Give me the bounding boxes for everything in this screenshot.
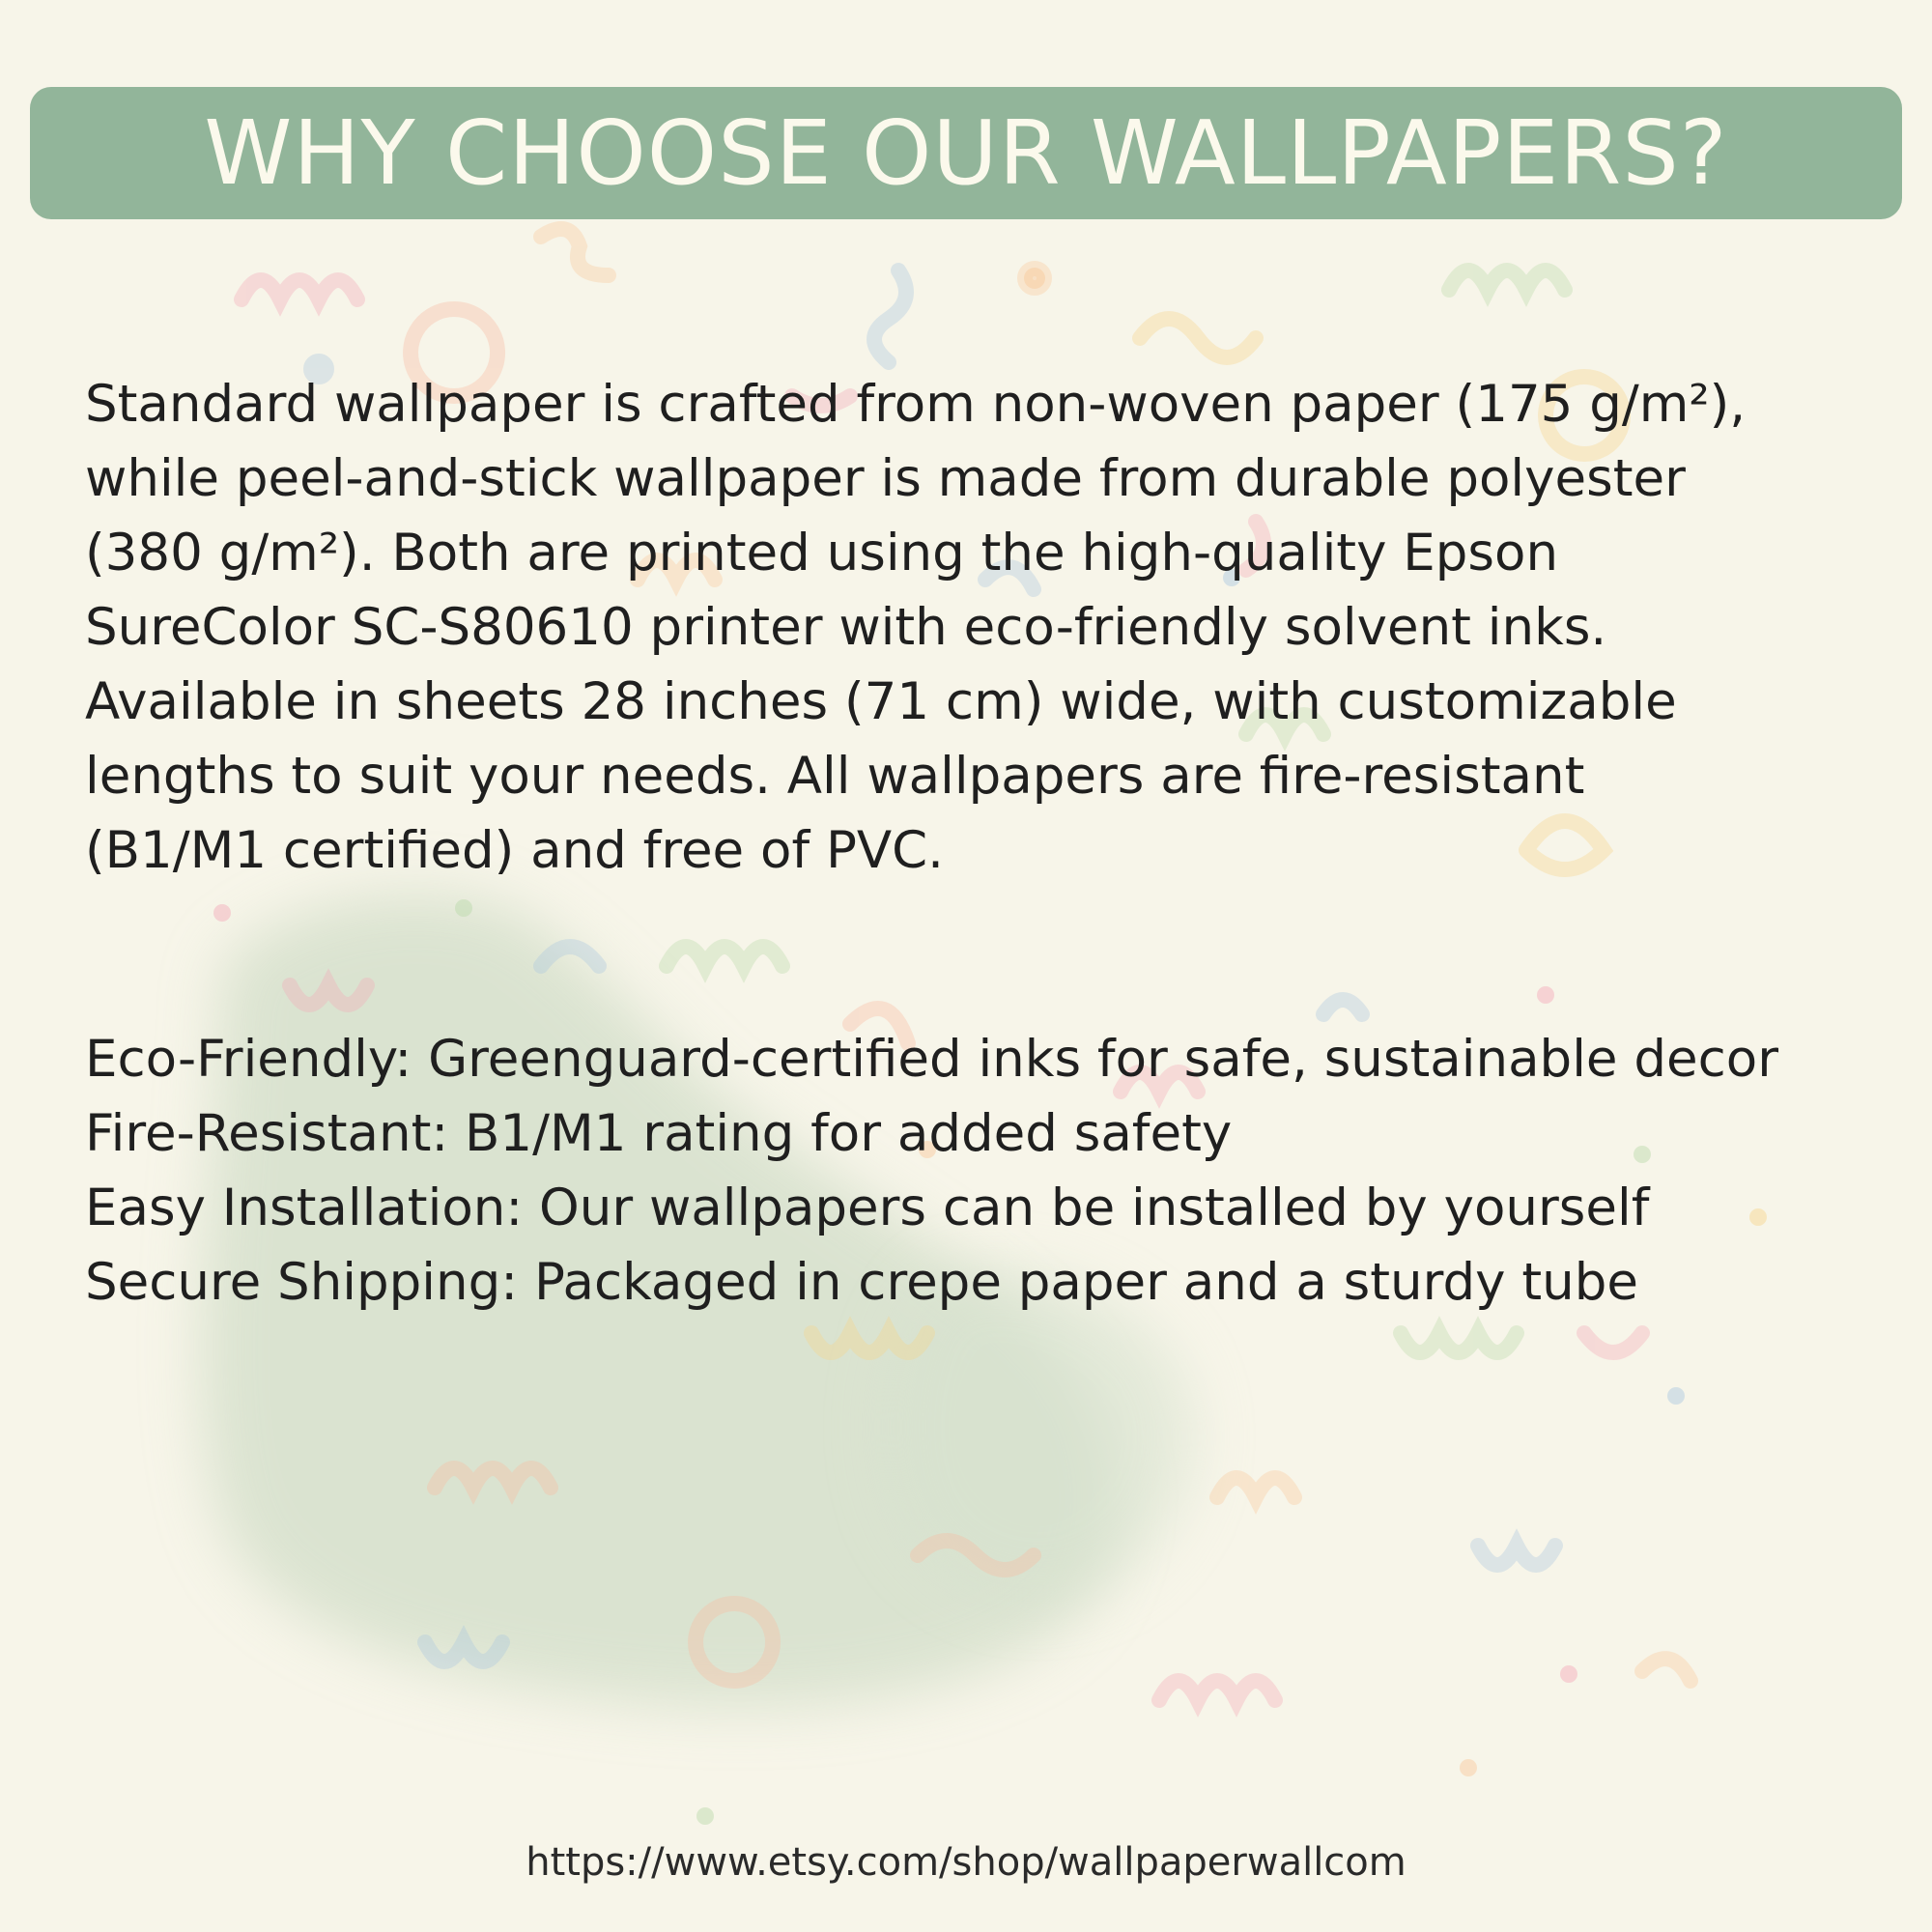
- feature-item-secure-shipping: Secure Shipping: Packaged in crepe paper and a sturdy tube: [85, 1253, 1638, 1312]
- header-banner: [30, 87, 1902, 219]
- feature-list: [85, 1022, 1911, 1320]
- description-line: Standard wallpaper is crafted from non-woven paper (175 g/m²),: [85, 375, 1747, 434]
- description-line: SureColor SC-S80610 printer with eco-friendly solvent inks.: [85, 598, 1607, 657]
- description-line: lengths to suit your needs. All wallpapers are fire-resistant: [85, 747, 1585, 806]
- page-title: WHY CHOOSE OUR WALLPAPERS?: [204, 100, 1728, 205]
- feature-item-fire-resistant: Fire-Resistant: B1/M1 rating for added safety: [85, 1104, 1233, 1163]
- shop-url: https://www.etsy.com/shop/wallpaperwallcom: [526, 1840, 1406, 1885]
- description-line: (380 g/m²). Both are printed using the high-quality Epson: [85, 524, 1559, 582]
- feature-item-eco-friendly: Eco-Friendly: Greenguard-certified inks for safe, sustainable decor: [85, 1030, 1778, 1089]
- description-line: (B1/M1 certified) and free of PVC.: [85, 821, 945, 880]
- feature-item-easy-installation: Easy Installation: Our wallpapers can be installed by yourself: [85, 1179, 1650, 1237]
- description-line: while peel-and-stick wallpaper is made from durable polyester: [85, 449, 1686, 508]
- description-line: Available in sheets 28 inches (71 cm) wide, with customizable: [85, 672, 1677, 731]
- description-paragraph: [85, 367, 1872, 888]
